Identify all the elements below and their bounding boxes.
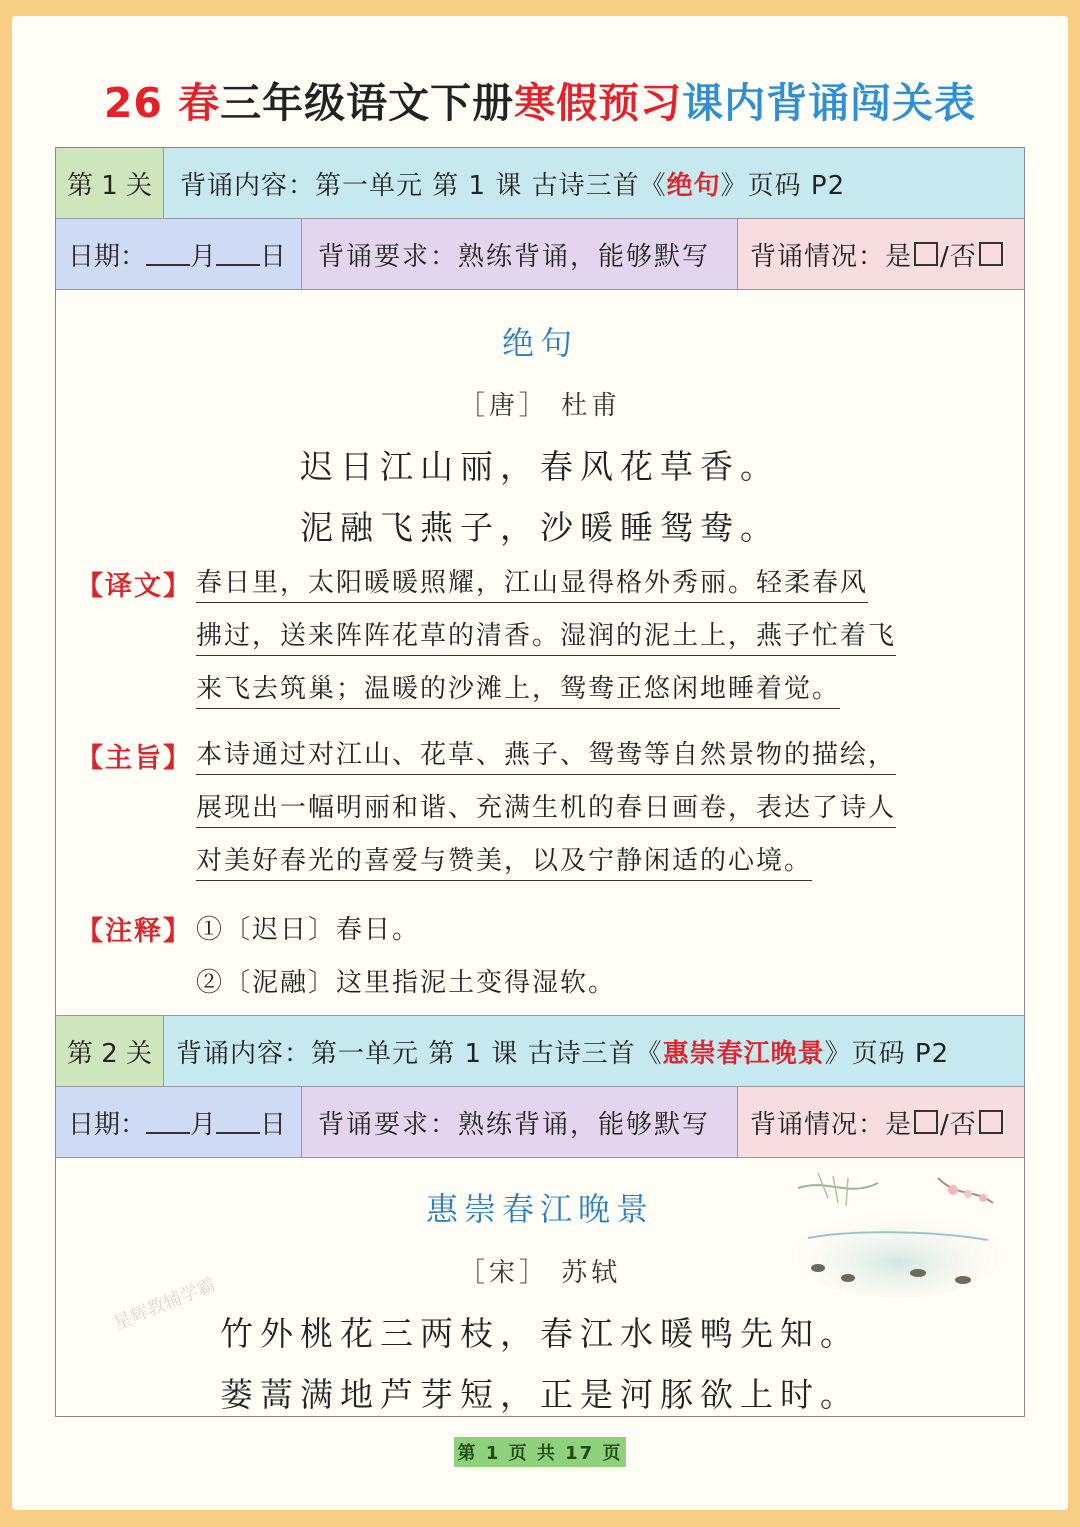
theme-line-3: 对美好春光的喜爱与赞美，以及宁静闲适的心境。 xyxy=(196,840,812,881)
level-1-content xyxy=(164,148,1024,218)
day-blank[interactable] xyxy=(216,242,260,266)
theme-label: 【主旨】 xyxy=(76,743,192,774)
level-1-requirement: 背诵要求：熟练背诵，能够默写 xyxy=(302,219,738,289)
level-2-info-row xyxy=(56,1087,1024,1158)
title-part-1: 26 春 xyxy=(103,79,221,127)
theme-line-1: 本诗通过对江山、花草、燕子、鸳鸯等自然景物的描绘， xyxy=(196,734,896,775)
poem-2-verse-1: 竹外桃花三两枝，春江水暖鸭先知。 xyxy=(220,1314,860,1353)
day-label: 日 xyxy=(260,241,287,272)
title-part-4: 课内背诵闯关表 xyxy=(682,79,977,127)
level-2-header-row xyxy=(56,1015,1024,1087)
level-1-date xyxy=(56,219,302,289)
watermark: 星辉教辅学霸 xyxy=(110,1274,219,1335)
river-duck-illustration xyxy=(788,1168,998,1298)
month-blank[interactable] xyxy=(146,1110,190,1134)
level-1-info-row xyxy=(56,219,1024,290)
status-no-label: /否 xyxy=(940,241,977,272)
poem-2-verse-2: 蒌蒿满地芦芽短，正是河豚欲上时。 xyxy=(220,1375,860,1414)
day-blank[interactable] xyxy=(216,1110,260,1134)
poem-1-title: 绝句 xyxy=(501,324,578,362)
title-part-3: 寒假预习 xyxy=(514,79,683,127)
date-label: 日期： xyxy=(68,1109,147,1140)
level-2-book-title: 惠崇春江晚景 xyxy=(662,1038,825,1069)
notes-label: 【注释】 xyxy=(76,916,192,947)
note-2: ②〔泥融〕这里指泥土变得湿软。 xyxy=(196,968,617,998)
page-footer: 第 1 页 共 17 页 xyxy=(454,1437,626,1467)
poem-1-author: ［唐］ 杜甫 xyxy=(458,391,622,421)
status-label: 背诵情况：是 xyxy=(750,1109,913,1140)
title-part-2: 三年级语文下册 xyxy=(220,79,515,127)
level-1-header-row xyxy=(56,148,1024,219)
translation-label: 【译文】 xyxy=(76,571,192,602)
level-1-content-suffix: 》页码 P2 xyxy=(720,170,846,201)
level-2-content-suffix: 》页码 P2 xyxy=(824,1038,950,1069)
status-no-label: /否 xyxy=(940,1109,977,1140)
poem-1-verse-2: 泥融飞燕子，沙暖睡鸳鸯。 xyxy=(300,508,780,547)
poem-1-verse-1: 迟日江山丽，春风花草香。 xyxy=(300,447,780,486)
level-2-content-prefix: 背诵内容：第一单元 第 1 课 古诗三首《 xyxy=(176,1038,663,1069)
status-yes-checkbox[interactable] xyxy=(914,1110,938,1134)
level-2-date xyxy=(56,1087,302,1157)
status-label: 背诵情况：是 xyxy=(750,241,913,272)
month-blank[interactable] xyxy=(146,242,190,266)
day-label: 日 xyxy=(260,1109,287,1140)
theme-line-2: 展现出一幅明丽和谐、充满生机的春日画卷，表达了诗人 xyxy=(196,787,896,828)
status-yes-checkbox[interactable] xyxy=(914,242,938,266)
level-2-requirement: 背诵要求：熟练背诵，能够默写 xyxy=(302,1087,738,1157)
note-1: ①〔迟日〕春日。 xyxy=(196,915,421,945)
status-no-checkbox[interactable] xyxy=(979,242,1003,266)
page-title xyxy=(0,70,1080,129)
translation-line-3: 来飞去筑巢；温暖的沙滩上，鸳鸯正悠闲地睡着觉。 xyxy=(196,668,840,709)
month-label: 月 xyxy=(190,241,217,272)
level-1-content-prefix: 背诵内容：第一单元 第 1 课 古诗三首《 xyxy=(180,170,667,201)
translation-line-2: 拂过，送来阵阵花草的清香。湿润的泥土上，燕子忙着飞 xyxy=(196,615,896,656)
level-2-label: 第 2 关 xyxy=(56,1016,164,1086)
level-1-label: 第 1 关 xyxy=(56,148,164,218)
month-label: 月 xyxy=(190,1109,217,1140)
status-no-checkbox[interactable] xyxy=(979,1110,1003,1134)
date-label: 日期： xyxy=(68,241,147,272)
level-1-book-title: 绝句 xyxy=(666,170,721,201)
translation-line-1: 春日里，太阳暖暖照耀，江山显得格外秀丽。轻柔春风 xyxy=(196,562,868,603)
level-1-status xyxy=(738,219,1024,289)
level-2-status xyxy=(738,1087,1024,1157)
poem-2-title: 惠崇春江晚景 xyxy=(425,1190,654,1228)
poem-2-author: ［宋］ 苏轼 xyxy=(458,1258,622,1288)
level-2-content xyxy=(164,1016,1024,1086)
